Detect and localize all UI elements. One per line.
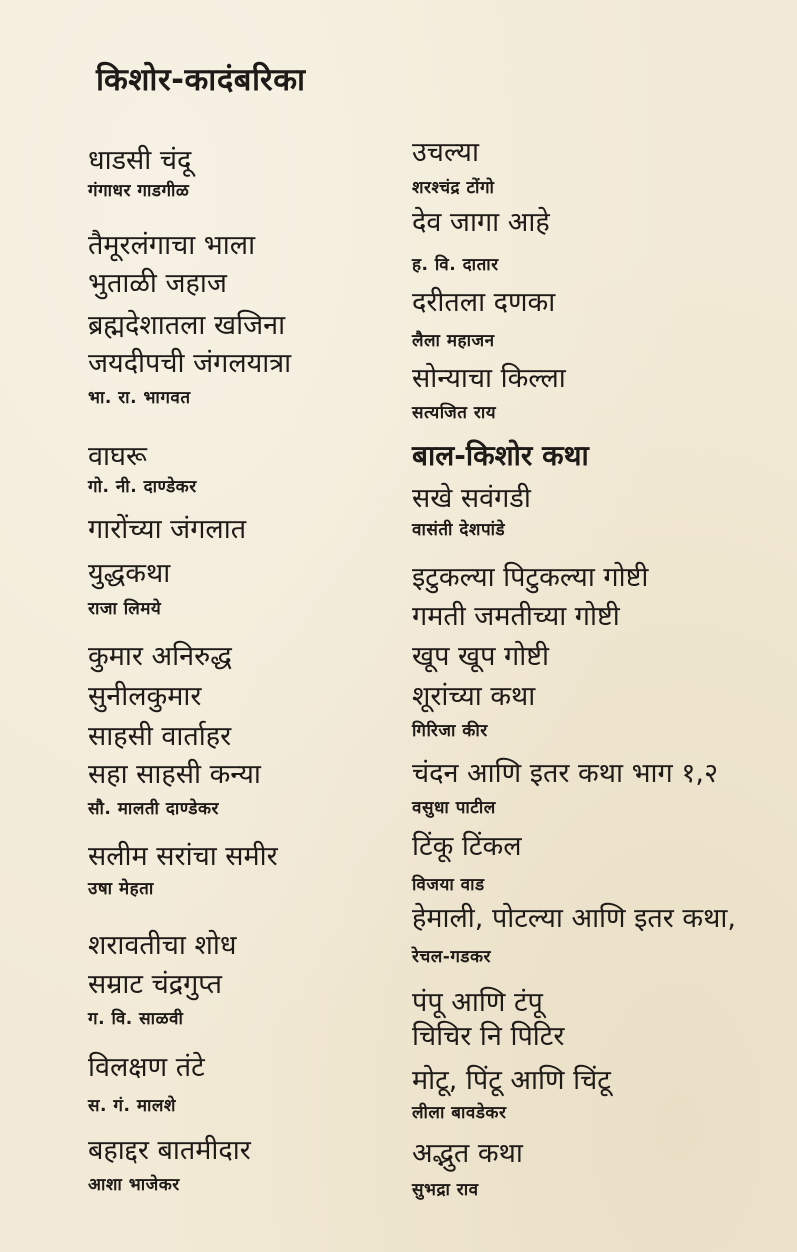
page-heading: किशोर-कादंबरिका: [96, 62, 306, 98]
book-title: सलीम सरांचा समीर: [88, 841, 278, 872]
book-title: सम्राट चंद्रगुप्त: [88, 969, 222, 1000]
section-heading: बाल-किशोर कथा: [412, 439, 589, 472]
book-title: हेमाली, पोटल्या आणि इतर कथा,: [412, 903, 736, 934]
author-name: लीला बावडेकर: [412, 1103, 507, 1123]
author-name: राजा लिमये: [88, 599, 162, 619]
author-name: आशा भाजेकर: [88, 1175, 180, 1195]
book-title: गमती जमतीच्या गोष्टी: [412, 601, 620, 632]
book-title: दरीतला दणका: [412, 287, 556, 318]
author-name: शरश्चंद्र टोंगो: [412, 178, 495, 198]
book-title: धाडसी चंदू: [88, 145, 192, 176]
book-title: चिचिर नि पिटिर: [412, 1021, 565, 1052]
book-title: वाघरू: [88, 441, 147, 472]
book-title: तैमूरलंगाचा भाला: [88, 230, 256, 261]
book-title: ब्रह्मदेशातला खजिना: [88, 310, 286, 341]
author-name: रेचल-गडकर: [412, 947, 492, 967]
book-title: विलक्षण तंटे: [88, 1052, 205, 1083]
book-title: चंदन आणि इतर कथा भाग १,२: [412, 758, 718, 789]
book-title: देव जागा आहे: [412, 207, 550, 238]
book-title: बहाद्दर बातमीदार: [88, 1135, 251, 1166]
author-name: भा. रा. भागवत: [88, 388, 191, 408]
author-name: गो. नी. दाण्डेकर: [88, 477, 197, 497]
book-title: खूप खूप गोष्टी: [412, 641, 549, 672]
book-title: सखे सवंगडी: [412, 483, 531, 514]
book-title: इटुकल्या पिटुकल्या गोष्टी: [412, 562, 649, 593]
book-title: अद्भुत कथा: [412, 1138, 523, 1169]
book-title: गारोंच्या जंगलात: [88, 514, 247, 545]
book-title: सुनीलकुमार: [88, 681, 202, 712]
book-title: उचल्या: [412, 137, 479, 168]
book-title: जयदीपची जंगलयात्रा: [88, 348, 292, 379]
author-name: वसुधा पाटील: [412, 798, 496, 818]
book-title: शरावतीचा शोध: [88, 930, 237, 961]
book-title: साहसी वार्ताहर: [88, 721, 232, 752]
author-name: ह. वि. दातार: [412, 255, 499, 275]
author-name: स. गं. मालशे: [88, 1096, 176, 1116]
book-title: सोन्याचा किल्ला: [412, 363, 566, 394]
book-title: भुताळी जहाज: [88, 268, 227, 299]
book-title: सहा साहसी कन्या: [88, 759, 261, 790]
book-title: कुमार अनिरुद्ध: [88, 641, 232, 672]
book-title: युद्धकथा: [88, 558, 171, 589]
author-name: लैला महाजन: [412, 331, 495, 351]
book-title: पंपू आणि टंपू: [412, 987, 543, 1018]
book-title: शूरांच्या कथा: [412, 681, 536, 712]
author-name: सुभद्रा राव: [412, 1180, 479, 1200]
author-name: सौ. मालती दाण्डेकर: [88, 799, 219, 819]
author-name: गंगाधर गाडगीळ: [88, 181, 190, 201]
author-name: ग. वि. साळवी: [88, 1009, 184, 1029]
book-title: मोटू, पिंटू आणि चिंटू: [412, 1065, 611, 1096]
author-name: वासंती देशपांडे: [412, 520, 506, 540]
author-name: उषा मेहता: [88, 879, 154, 899]
book-title: टिंकू टिंकल: [412, 831, 522, 862]
author-name: गिरिजा कीर: [412, 721, 488, 741]
author-name: सत्यजित राय: [412, 403, 497, 423]
author-name: विजया वाड: [412, 875, 485, 895]
